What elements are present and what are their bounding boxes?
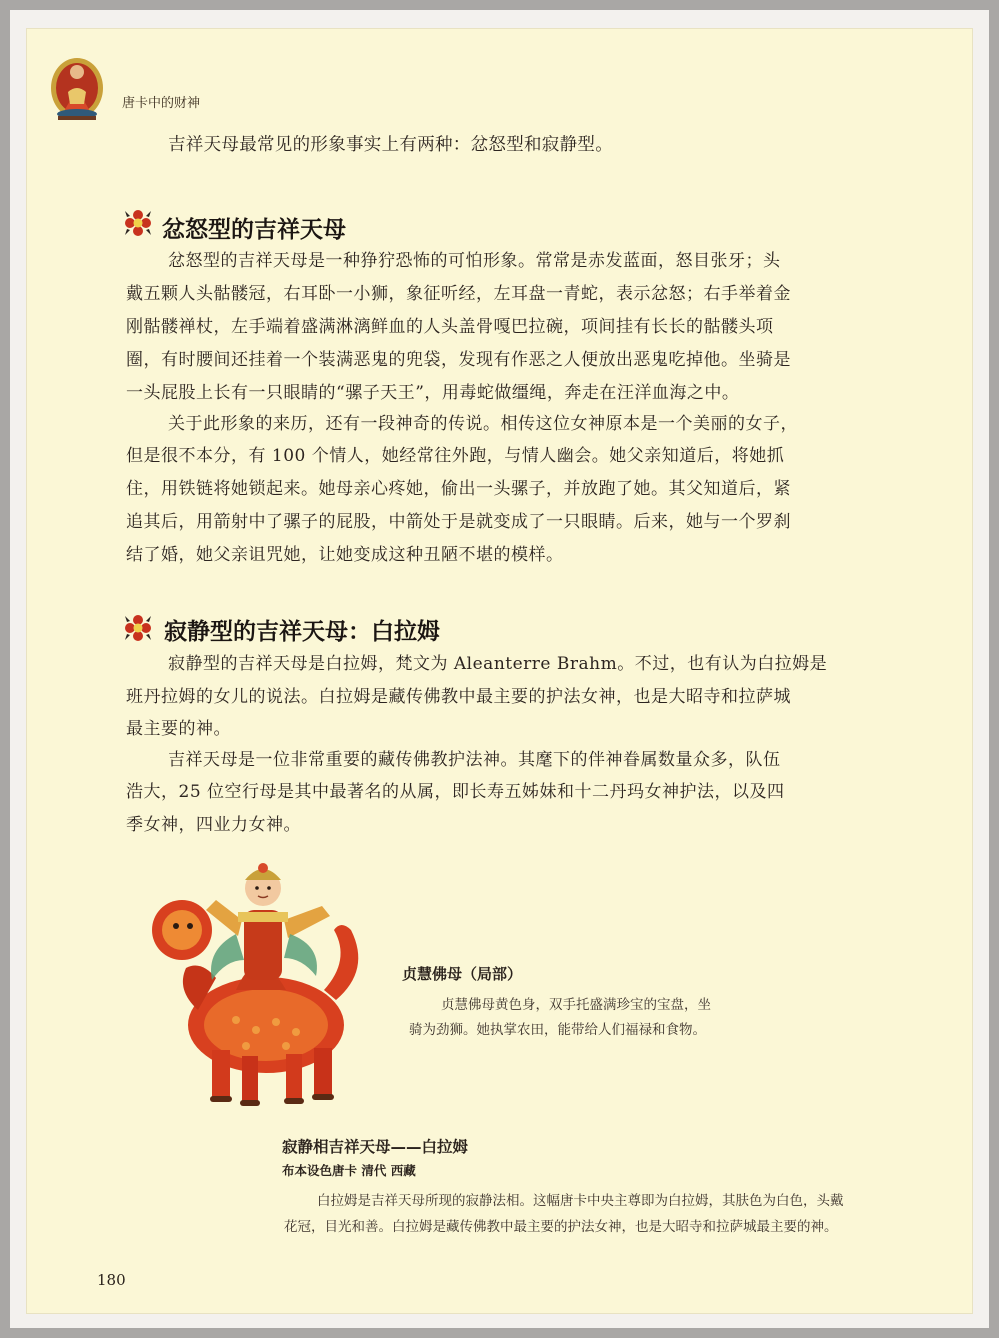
intro-paragraph: 吉祥天母最常见的形象事实上有两种：忿怒型和寂静型。 xyxy=(168,135,613,155)
section2-para1-line: 最主要的神。 xyxy=(126,719,231,739)
section2-para1-line: 班丹拉姆的女儿的说法。白拉姆是藏传佛教中最主要的护法女神，也是大昭寺和拉萨城 xyxy=(126,687,791,707)
section1-para2-line: 住，用铁链将她锁起来。她母亲心疼她，偷出一头骡子，并放跑了她。其父知道后，紧 xyxy=(126,479,791,499)
section1-heading: 忿怒型的吉祥天母 xyxy=(162,216,346,243)
caption1-line: 骑为劲狮。她执掌农田，能带给人们福禄和食物。 xyxy=(409,1022,706,1038)
caption2-line: 白拉姆是吉祥天母所现的寂静法相。这幅唐卡中央主尊即为白拉姆，其肤色为白色，头戴 xyxy=(317,1193,844,1209)
section1-para1-line: 圈，有时腰间还挂着一个装满恶鬼的兜袋，发现有作恶之人便放出恶鬼吃掉他。坐骑是 xyxy=(126,350,791,370)
section2-heading: 寂静型的吉祥天母：白拉姆 xyxy=(164,618,440,645)
section1-para2-line: 关于此形象的来历，还有一段神奇的传说。相传这位女神原本是一个美丽的女子， xyxy=(168,414,798,434)
header-title: 唐卡中的财神 xyxy=(122,96,201,111)
section2-para1-line: 寂静型的吉祥天母是白拉姆，梵文为 Aleanterre Brahm。不过，也有认为白拉姆是 xyxy=(168,654,828,674)
section1-para2-line: 但是很不本分，有 100 个情人，她经常往外跑，与情人幽会。她父亲知道后，将她抓 xyxy=(126,446,785,466)
flower-ornament-icon xyxy=(122,207,154,239)
section2-para2-line: 季女神，四业力女神。 xyxy=(126,815,301,835)
section1-para2-line: 结了婚，她父亲诅咒她，让她变成这种丑陋不堪的模样。 xyxy=(126,545,564,565)
section1-para1-line: 戴五颗人头骷髅冠，右耳卧一小狮，象征听经，左耳盘一青蛇，表示忿怒；右手举着金 xyxy=(126,284,791,304)
caption1-line: 贞慧佛母黄色身，双手托盛满珍宝的宝盘，坐 xyxy=(441,997,711,1013)
section1-para1-line: 刚骷髅禅杖，左手端着盛满淋漓鲜血的人头盖骨嘎巴拉碗，项间挂有长长的骷髅头项 xyxy=(126,317,774,337)
section1-para2-line: 追其后，用箭射中了骡子的屁股，中箭处于是就变成了一只眼睛。后来，她与一个罗刹 xyxy=(126,512,791,532)
flower-ornament-icon xyxy=(122,612,154,644)
section1-para1-line: 忿怒型的吉祥天母是一种狰狞恐怖的可怕形象。常常是赤发蓝面，怒目张牙；头 xyxy=(168,251,781,271)
section2-para2-line: 浩大，25 位空行母是其中最著名的从属，即长寿五姊妹和十二丹玛女神护法，以及四 xyxy=(126,782,785,802)
thangka-logo-icon xyxy=(46,52,108,122)
caption2-title: 寂静相吉祥天母——白拉姆 xyxy=(282,1138,469,1156)
caption2-line: 花冠，目光和善。白拉姆是藏传佛教中最主要的护法女神，也是大昭寺和拉萨城最主要的神。 xyxy=(284,1219,838,1235)
caption2-subtitle: 布本设色唐卡 清代 西藏 xyxy=(282,1163,416,1178)
caption1-title: 贞慧佛母（局部） xyxy=(402,965,523,983)
page-number: 180 xyxy=(97,1271,126,1289)
section2-para2-line: 吉祥天母是一位非常重要的藏传佛教护法神。其麾下的伴神眷属数量众多，队伍 xyxy=(168,750,781,770)
section1-para1-line: 一头屁股上长有一只眼睛的“骡子天王”，用毒蛇做缰绳，奔走在汪洋血海之中。 xyxy=(126,383,740,403)
deity-on-lion-illustration xyxy=(146,850,396,1112)
